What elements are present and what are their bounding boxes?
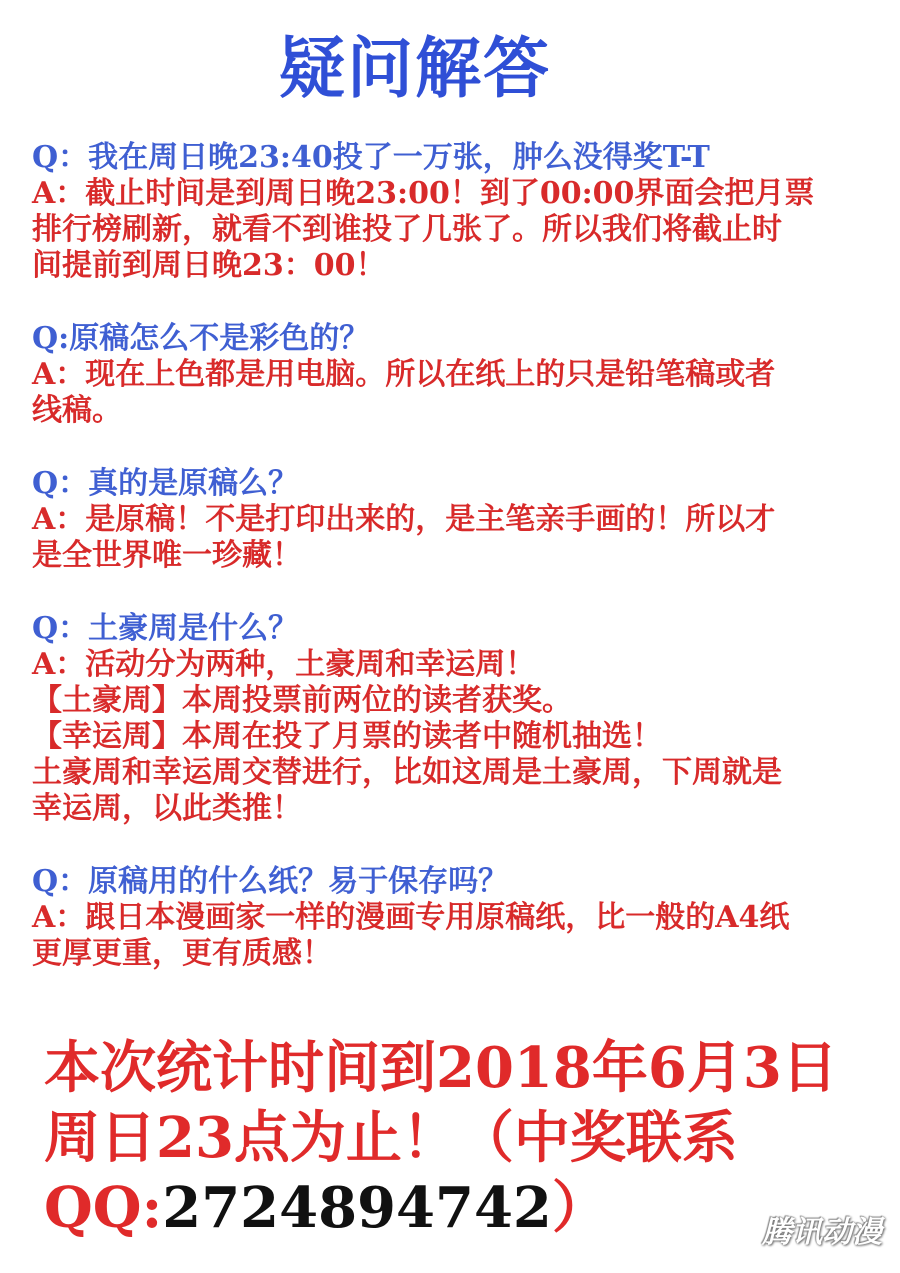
- answer-line: 【土豪周】本周投票前两位的读者获奖。: [32, 683, 572, 718]
- notice-line-3: [44, 1173, 864, 1243]
- faq-item: [32, 140, 872, 284]
- faq-list: [32, 140, 872, 1009]
- answer-line: A：跟日本漫画家一样的漫画专用原稿纸，比一般的A4纸: [32, 900, 790, 935]
- faq-item: [32, 864, 872, 972]
- close-paren: ）: [551, 1175, 608, 1241]
- page-title: 疑问解答: [279, 29, 551, 107]
- answer-line: 排行榜刷新，就看不到谁投了几张了。所以我们将截止时: [32, 212, 782, 247]
- answer-line: 土豪周和幸运周交替进行，比如这周是土豪周，下周就是: [32, 755, 782, 790]
- qq-number: 2724894742: [162, 1175, 552, 1241]
- answer-line: A：活动分为两种，土豪周和幸运周！: [32, 647, 536, 682]
- faq-item: [32, 466, 872, 574]
- question-line: Q：真的是原稿么？: [32, 466, 299, 501]
- qq-label: QQ:: [44, 1175, 163, 1241]
- answer-line: 【幸运周】本周在投了月票的读者中随机抽选！: [32, 719, 662, 754]
- answer-line: A：是原稿！不是打印出来的，是主笔亲手画的！所以才: [32, 502, 776, 537]
- question-line: Q：土豪周是什么？: [32, 611, 299, 646]
- answer-line: 间提前到周日晚23：00！: [32, 248, 386, 283]
- question-line: Q：原稿用的什么纸？易于保存吗？: [32, 864, 509, 899]
- watermark-logo: 腾讯动漫: [762, 1215, 882, 1250]
- notice-line-1: 本次统计时间到2018年6月3日: [44, 1035, 838, 1101]
- faq-item: [32, 611, 872, 827]
- question-line: Q：我在周日晚23:40投了一万张，肿么没得奖T-T: [32, 140, 710, 175]
- answer-line: 幸运周，以此类推！: [32, 791, 302, 826]
- answer-line: A：截止时间是到周日晚23:00！到了00:00界面会把月票: [32, 176, 815, 211]
- answer-line: 线稿。: [32, 393, 122, 428]
- answer-line: A：现在上色都是用电脑。所以在纸上的只是铅笔稿或者: [32, 357, 776, 392]
- answer-line: 是全世界唯一珍藏！: [32, 538, 302, 573]
- notice-line-2: 周日23点为止！（中奖联系: [44, 1105, 738, 1171]
- answer-line: 更厚更重，更有质感！: [32, 936, 332, 971]
- question-line: Q:原稿怎么不是彩色的？: [32, 321, 370, 356]
- deadline-notice: [44, 1033, 864, 1243]
- faq-item: [32, 321, 872, 429]
